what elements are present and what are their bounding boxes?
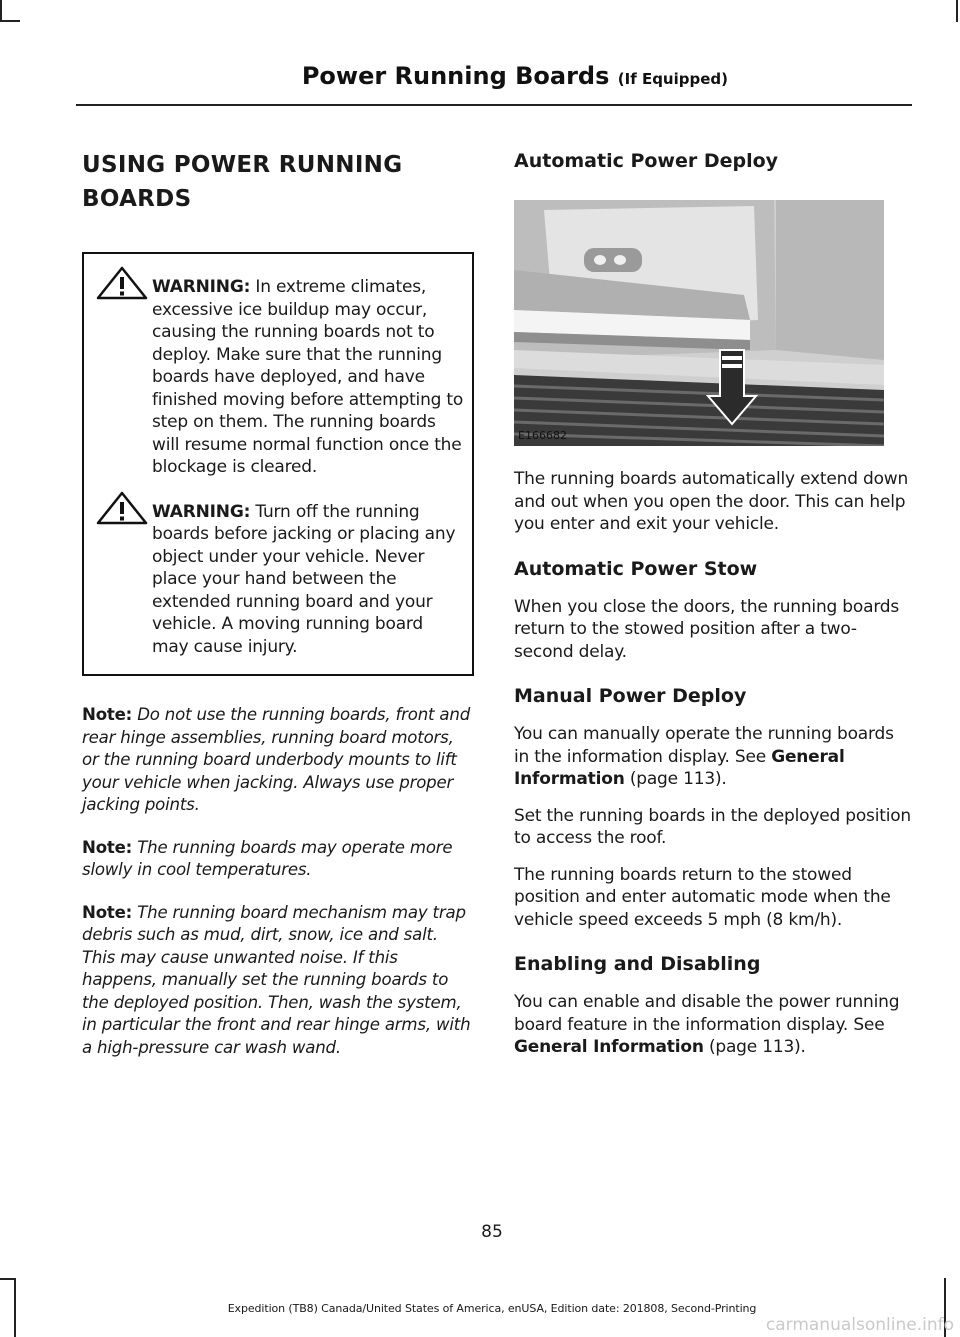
warning-1	[92, 276, 464, 479]
page-number: 85	[481, 1222, 503, 1242]
manual-text-3: The running boards return to the stowed position and enter automatic mode when the vehicle speed exceeds 5 mph (8 km/h).	[514, 864, 891, 930]
note-text: Do not use the running boards, front and rear hinge assemblies, running board motors, or the running board underbody mounts to lift your vehicle when jacking. Always use proper jacking points.	[82, 705, 471, 814]
warning-2-label: WARNING:	[152, 501, 251, 522]
page-title-main: Power Running Boards	[301, 62, 610, 90]
enable-text-post: (page 113).	[703, 1037, 806, 1057]
note-1	[82, 704, 474, 817]
section-heading	[82, 148, 474, 216]
note-text: The running boards may operate more slowly in cool temperatures.	[82, 837, 453, 879]
warning-2-text: Turn off the running boards before jacking or placing any object under your vehicle. Never place your hand between the extended running board and your vehicle. A moving running board may cause injury.	[152, 501, 456, 657]
note-2	[82, 837, 474, 882]
watermark: carmanualsonline.info	[765, 1315, 954, 1335]
running-board-illustration	[514, 200, 884, 446]
warning-1-label: WARNING:	[152, 277, 251, 297]
crop-mark	[0, 20, 20, 22]
enable-text-pre: You can enable and disable the power running board feature in the information display. See	[514, 992, 900, 1035]
figure-code: E166682	[518, 429, 567, 442]
warning-triangle-icon	[96, 266, 148, 300]
warning-triangle-icon	[96, 491, 148, 525]
stow-text: When you close the doors, the running boards return to the stowed position after a two-second delay.	[514, 596, 900, 662]
section-heading-line2: BOARDS	[82, 186, 192, 212]
note-label: Note:	[82, 705, 133, 724]
general-information-link[interactable]: General Information	[514, 1037, 704, 1057]
crop-mark	[956, 0, 958, 22]
page-title	[302, 62, 728, 90]
note-text: The running board mechanism may trap debris such as mud, dirt, snow, ice and salt. This may cause unwanted noise. If this happens, manually set the running boards to the deployed position. Then, wash the system, in particular the front and rear hinge arms, with a high-pressure car wash wand.	[82, 902, 471, 1057]
enable-heading: Enabling and Disabling	[514, 953, 761, 975]
left-column	[82, 148, 474, 1059]
note-label: Note:	[82, 902, 133, 922]
crop-mark	[0, 0, 2, 22]
deploy-heading: Automatic Power Deploy	[514, 150, 779, 172]
stow-heading: Automatic Power Stow	[514, 557, 758, 580]
warning-1-text: In extreme climates, excessive ice buildup may occur, causing the running boards not to deploy. Make sure that the running boards have deployed, and have finished moving before attempting to step on them. The running boards will resume normal function once the blockage is cleared.	[152, 277, 464, 477]
page-title-subtitle: (If Equipped)	[617, 70, 728, 88]
right-column	[514, 148, 912, 1059]
manual-text	[514, 723, 912, 791]
header-divider	[76, 104, 912, 106]
manual-text-post: (page 113).	[624, 769, 727, 789]
warning-box	[82, 252, 474, 676]
deploy-text: The running boards automatically extend down and out when you open the door. This can help you enter and exit your vehicle.	[514, 469, 909, 534]
general-information-link[interactable]: General Information	[514, 746, 845, 789]
footer-text: Expedition (TB8) Canada/United States of America, enUSA, Edition date: 201808, Second-Printing	[227, 1302, 757, 1315]
note-label: Note:	[82, 837, 133, 857]
enable-text	[514, 991, 912, 1059]
running-board-image	[514, 200, 884, 446]
manual-text-2: Set the running boards in the deployed position to access the roof.	[514, 805, 911, 848]
note-3	[82, 902, 474, 1060]
section-heading-line1: USING POWER RUNNING	[82, 152, 403, 178]
manual-heading: Manual Power Deploy	[514, 685, 747, 707]
manual-text-pre: You can manually operate the running boards in the information display. See	[514, 724, 894, 767]
warning-2	[92, 501, 464, 659]
